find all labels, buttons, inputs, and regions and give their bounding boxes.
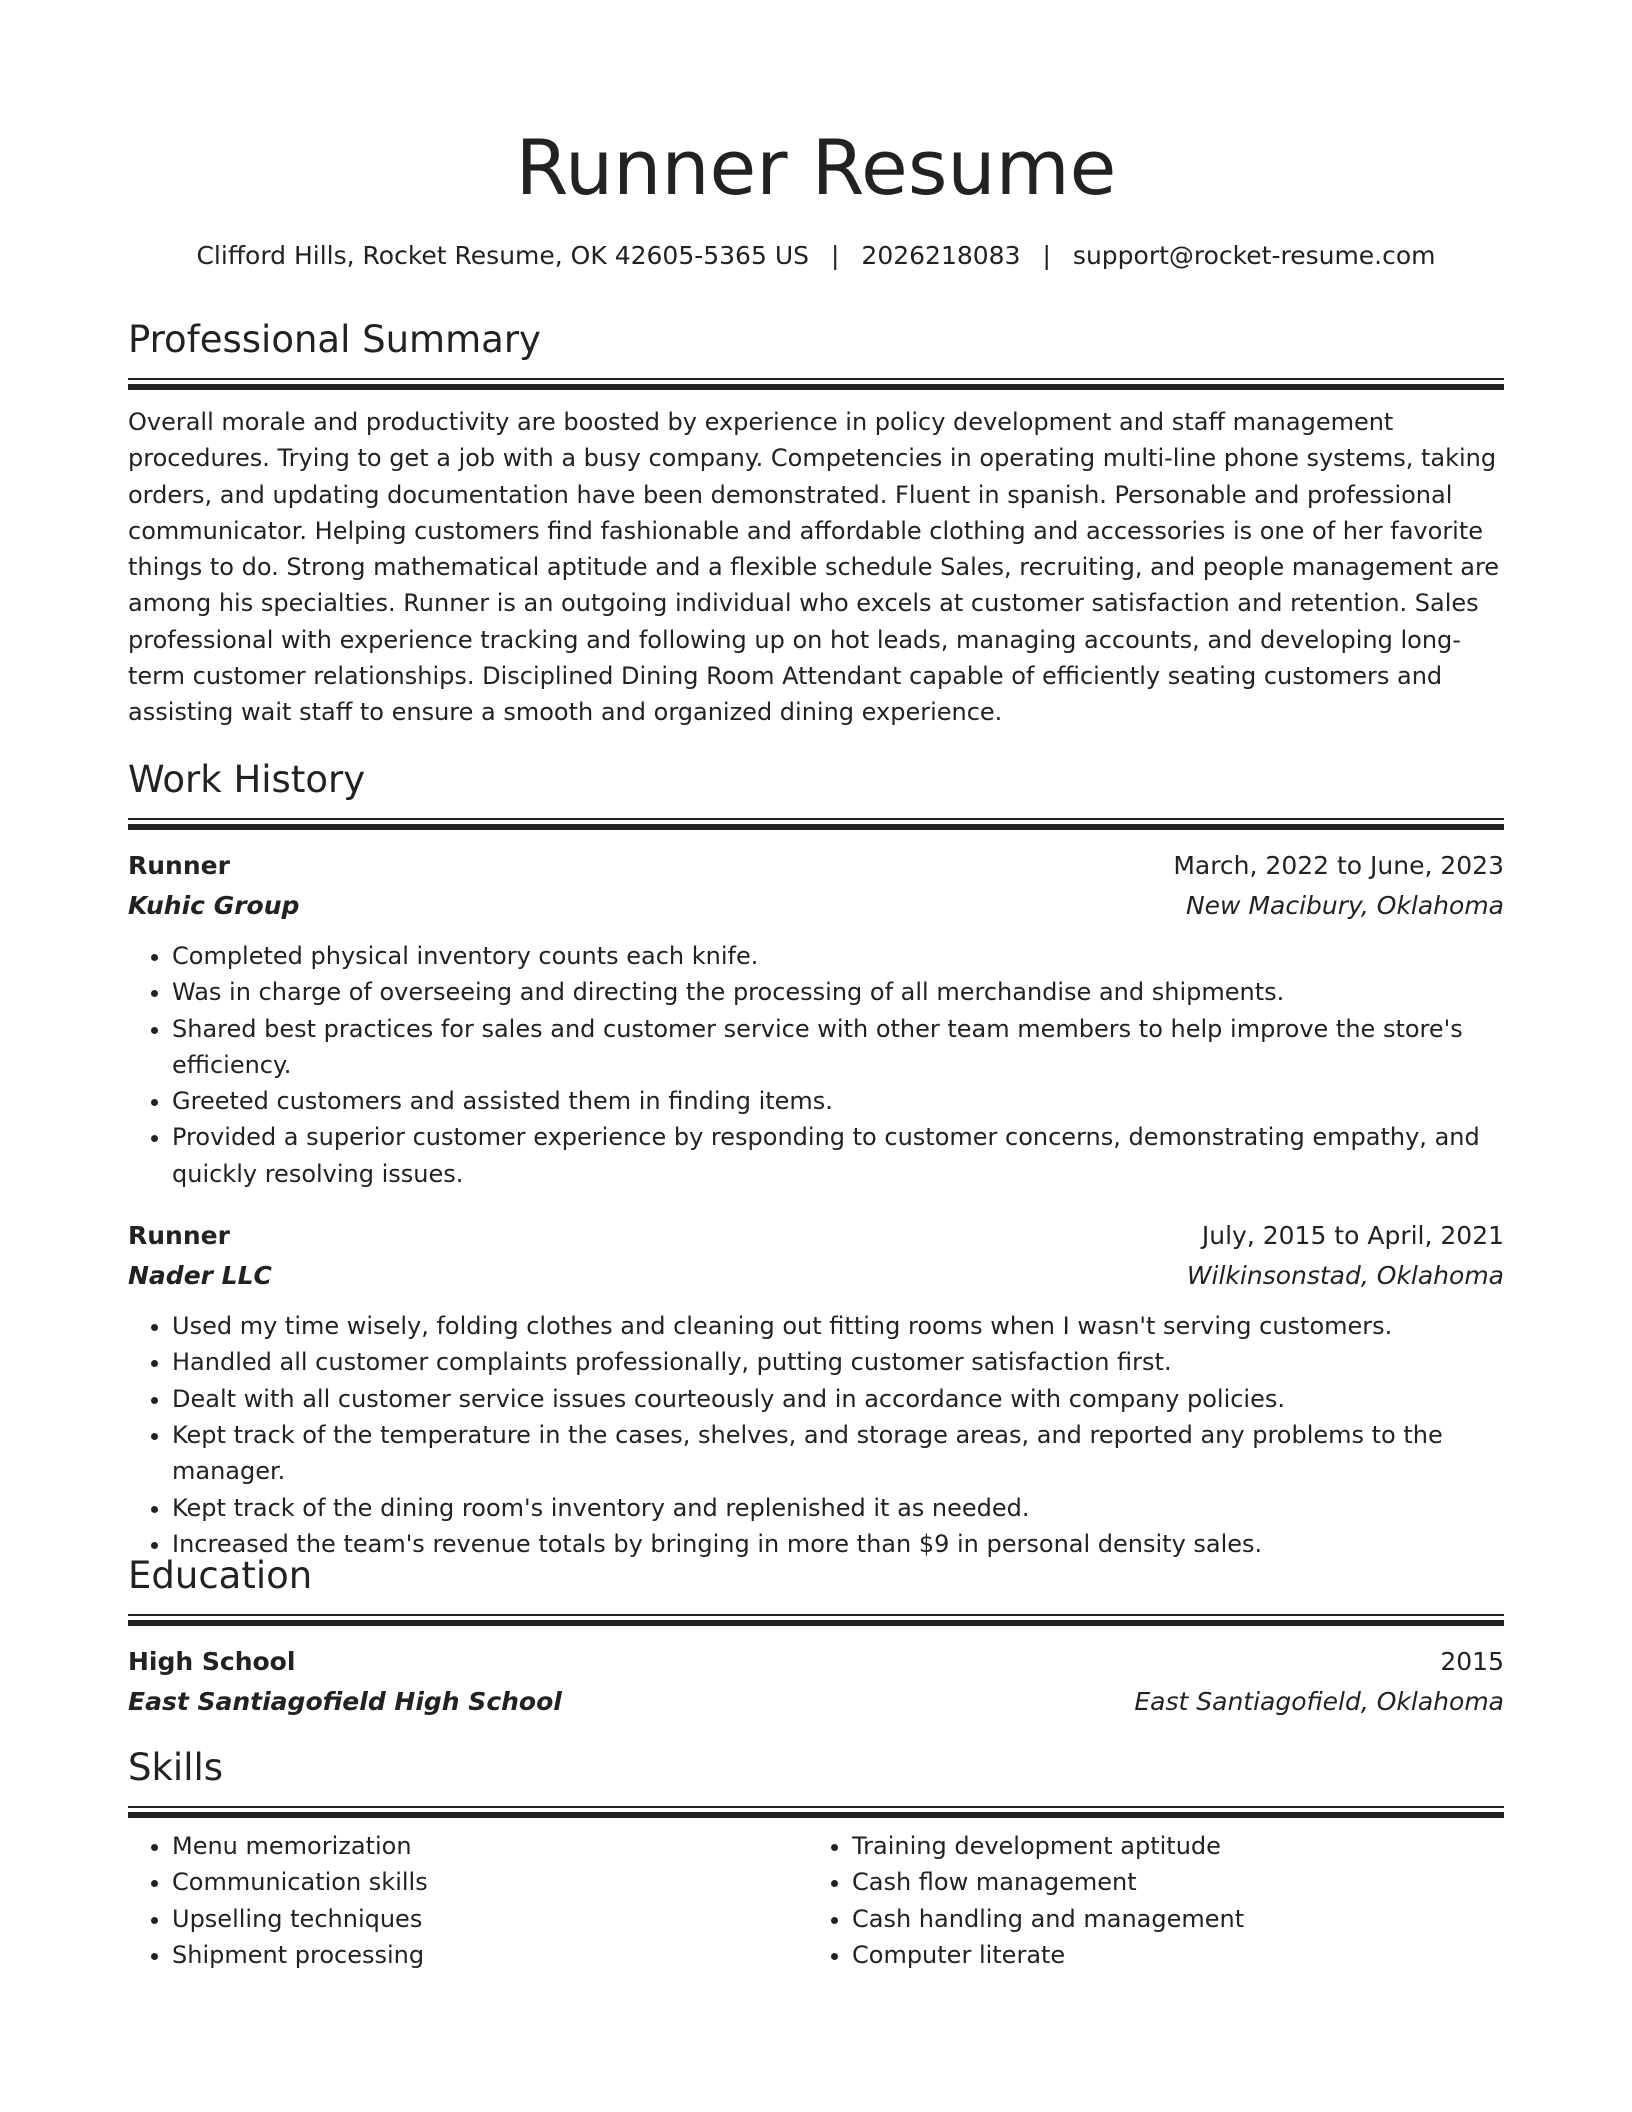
education-location: East Santiagofield, Oklahoma [1134,1687,1504,1716]
skill-item: • Training development aptitude [852,1828,1488,1864]
list-item: • Provided a superior customer experience by responding to customer concerns, demonstrating empathy, and quickly resolving issues. [172,1119,1504,1192]
summary-text: Overall morale and productivity are boosted by experience in policy development and staff management procedures. Trying to get a job with a busy company. Competencies in operating multi-line phone systems, taking orders, and updating documentation have been demonstrated. Fluent in spanish. Personable and professional communicator. Helping customers find fashionable and affordable clothing and accessories is one of her favorite things to do. Strong mathematical aptitude and a flexible schedule Sales, recruiting, and people management are among his specialties. Runner is an outgoing individual who excels at customer satisfaction and retention. Sales professional with experience tracking and following up on hot leads, managing accounts, and developing long-term customer relationships. Disciplined Dining Room Attendant capable of efficiently seating customers and assisting wait staff to ensure a smooth and organized dining experience. [128,408,1500,727]
skills-section [128,1744,1504,1973]
summary-section [128,316,1504,731]
job-company: Nader LLC [128,1261,272,1291]
skills-list-right [808,1828,1488,1973]
job-title: Runner [128,1221,230,1251]
education-year: 2015 [1440,1647,1504,1676]
skill-item: • Cash handling and management [852,1901,1488,1937]
skills-list-left [128,1828,808,1973]
contact-address: Clifford Hills, Rocket Resume, OK 42605-5365 US [196,241,809,270]
list-item: • Used my time wisely, folding clothes and cleaning out fitting rooms when I wasn't serving customers. [172,1308,1504,1344]
job-company: Kuhic Group [128,891,300,920]
skill-item: • Communication skills [172,1864,808,1900]
work-history-section [128,756,1504,1562]
skill-item: • Cash flow management [852,1864,1488,1900]
job-duties-list [128,938,1504,1192]
education-entry [128,1642,1504,1722]
section-divider [128,818,1504,830]
education-section [128,1552,1504,1722]
list-item: • Kept track of the temperature in the cases, shelves, and storage areas, and reported any problems to the manager. [172,1417,1504,1490]
job-entry [128,846,1504,1192]
education-degree: High School [128,1647,296,1676]
list-item: • Handled all customer complaints professionally, putting customer satisfaction first. [172,1344,1504,1380]
contact-email: support@rocket-resume.com [1072,241,1436,270]
skill-item: • Shipment processing [172,1937,808,1973]
job-dates: March, 2022 to June, 2023 [1173,851,1504,880]
job-title: Runner [128,851,230,880]
list-item: • Increased the team's revenue totals by bringing in more than $9 in personal density sales. [172,1526,1504,1562]
section-divider [128,1614,1504,1626]
job-location: Wilkinsonstad, Oklahoma [1186,1261,1504,1291]
list-item: • Was in charge of overseeing and directing the processing of all merchandise and shipments. [172,974,1504,1010]
skill-item: • Upselling techniques [172,1901,808,1937]
contact-phone: 2026218083 [861,241,1021,270]
skill-item: • Menu memorization [172,1828,808,1864]
contact-line [0,236,1632,276]
list-item: • Greeted customers and assisted them in finding items. [172,1083,1504,1119]
job-entry [128,1216,1504,1562]
summary-heading: Professional Summary [128,318,541,361]
job-location: New Macibury, Oklahoma [1185,891,1504,920]
list-item: • Kept track of the dining room's inventory and replenished it as needed. [172,1490,1504,1526]
contact-separator: | [830,241,840,270]
resume-title: Runner Resume [515,123,1117,212]
skills-heading: Skills [128,1746,224,1789]
education-school: East Santiagofield High School [128,1687,562,1716]
list-item: • Dealt with all customer service issues courteously and in accordance with company policies. [172,1381,1504,1417]
work-history-heading: Work History [128,758,366,801]
job-duties-list [128,1308,1504,1562]
contact-separator: | [1042,241,1051,270]
skill-item: • Computer literate [852,1937,1488,1973]
section-divider [128,378,1504,390]
education-heading: Education [128,1554,313,1597]
list-item: • Shared best practices for sales and customer service with other team members to help improve the store's efficiency. [172,1011,1504,1084]
job-dates: July, 2015 to April, 2021 [1201,1221,1504,1251]
section-divider [128,1806,1504,1818]
skills-columns [128,1828,1504,1973]
list-item: • Completed physical inventory counts each knife. [172,938,1504,974]
